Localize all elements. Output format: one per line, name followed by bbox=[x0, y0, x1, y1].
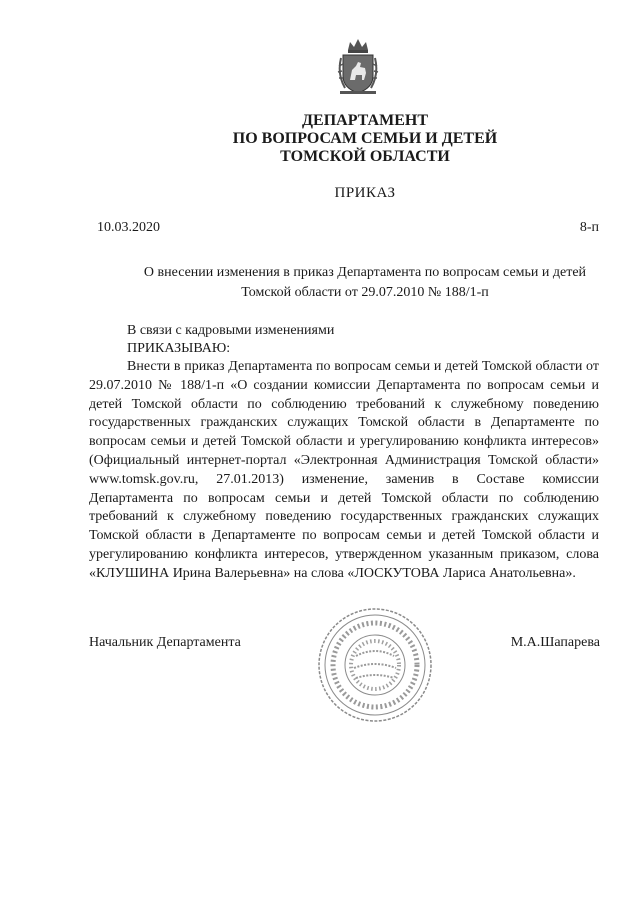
official-seal-icon bbox=[316, 606, 434, 724]
coat-of-arms-icon bbox=[336, 36, 380, 96]
signatory-title: Начальник Департамента bbox=[89, 635, 241, 650]
department-name-line1: ДЕПАРТАМЕНТ bbox=[302, 112, 428, 129]
order-body-paragraph: Внести в приказ Департамента по вопросам семьи и детей Томской области от 29.07.2010 № 188/1-п «О создании комиссии Департамента по вопросам семьи и детей Томской области по соблюдению требований к служебному поведению государственных гражданских служащих Томской области в Департаменте по вопросам семьи и детей Томской области и урегулированию конфликта интересов» (Официальный интернет-портал «Электронная Администрация Томской области» www.tomsk.gov.ru, 27.01.2013) изменение, заменив в Составе комиссии Департамента по вопросам семьи и детей Томской области по соблюдению требований к служебному поведению государственных гражданских служащих Томской области в Департаменте по вопросам семьи и детей Томской области и урегулированию конфликта интересов, утвержденном указанным приказом, слова «КЛУШИНА Ирина Валерьевна» на слова «ЛОСКУТОВА Лариса Анатольевна». bbox=[89, 359, 599, 581]
signatory-name: М.А.Шапарева bbox=[510, 635, 600, 650]
order-subject-line2: Томской области от 29.07.2010 № 188/1-п bbox=[241, 285, 489, 300]
document-type: ПРИКАЗ bbox=[334, 185, 396, 201]
department-name-line2: ПО ВОПРОСАМ СЕМЬИ И ДЕТЕЙ bbox=[232, 130, 498, 147]
order-directive: ПРИКАЗЫВАЮ: bbox=[127, 341, 231, 356]
order-subject bbox=[120, 263, 610, 303]
order-subject-line1: О внесении изменения в приказ Департамента по вопросам семьи и детей bbox=[143, 265, 587, 280]
preamble: В связи с кадровыми изменениями bbox=[127, 323, 335, 338]
order-date: 10.03.2020 bbox=[97, 220, 160, 235]
order-number: 8-п bbox=[579, 220, 599, 235]
department-name-line3: ТОМСКОЙ ОБЛАСТИ bbox=[280, 148, 450, 165]
